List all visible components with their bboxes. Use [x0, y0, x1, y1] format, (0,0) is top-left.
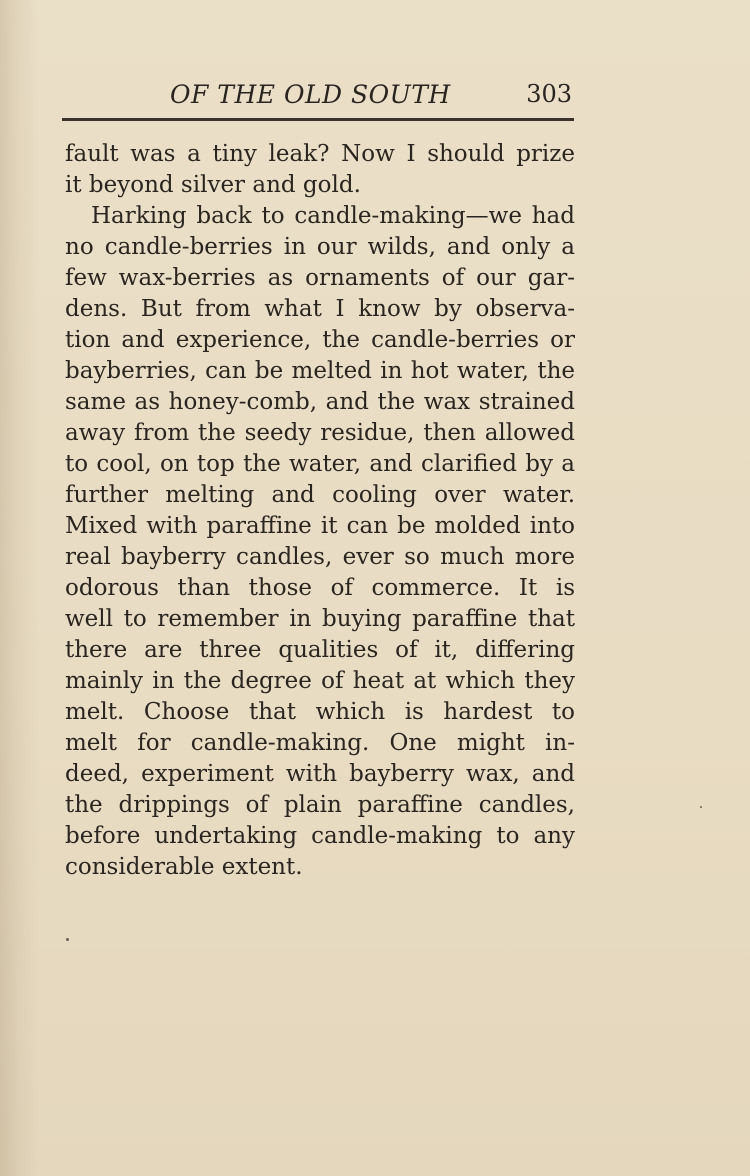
text-line: few wax-berries as ornaments of our gar- [65, 265, 575, 291]
text-line: before undertaking candle-making to any [65, 823, 575, 849]
text-line: there are three qualities of it, differing [65, 637, 575, 663]
running-header [62, 80, 572, 116]
text-line: same as honey-comb, and the wax strained [65, 389, 575, 415]
text-line: it beyond silver and gold. [65, 172, 361, 198]
text-line: real bayberry candles, ever so much more [65, 544, 575, 570]
text-line: tion and experience, the candle-berries or [65, 327, 575, 353]
text-line: well to remember in buying paraffine that [65, 606, 575, 632]
text-line: further melting and cooling over water. [65, 482, 575, 508]
header-rule [62, 118, 574, 121]
running-title: OF THE OLD SOUTH [170, 80, 451, 109]
text-line: mainly in the degree of heat at which they [65, 668, 575, 694]
text-line: melt for candle-making. One might in- [65, 730, 575, 756]
text-line: considerable extent. [65, 854, 303, 880]
text-line: away from the seedy residue, then allowed [65, 420, 575, 446]
text-line: bayberries, can be melted in hot water, the [65, 358, 575, 384]
text-line: no candle-berries in our wilds, and only a [65, 234, 575, 260]
text-line: melt. Choose that which is hardest to [65, 699, 575, 725]
paper-speck [66, 938, 69, 941]
text-line: odorous than those of commerce. It is [65, 575, 575, 601]
text-line: Mixed with paraffine it can be molded into [65, 513, 575, 539]
text-line: the drippings of plain paraffine candles, [65, 792, 575, 818]
text-line: deed, experiment with bayberry wax, and [65, 761, 575, 787]
text-line: fault was a tiny leak? Now I should prize [65, 141, 575, 167]
text-line: to cool, on top the water, and clarified by a [65, 451, 575, 477]
paragraph-first-line: Harking back to candle-making—we had [91, 203, 575, 229]
text-line: dens. But from what I know by observa- [65, 296, 575, 322]
page-number: 303 [526, 80, 572, 108]
body-text [65, 139, 575, 883]
paper-speck [700, 806, 702, 808]
